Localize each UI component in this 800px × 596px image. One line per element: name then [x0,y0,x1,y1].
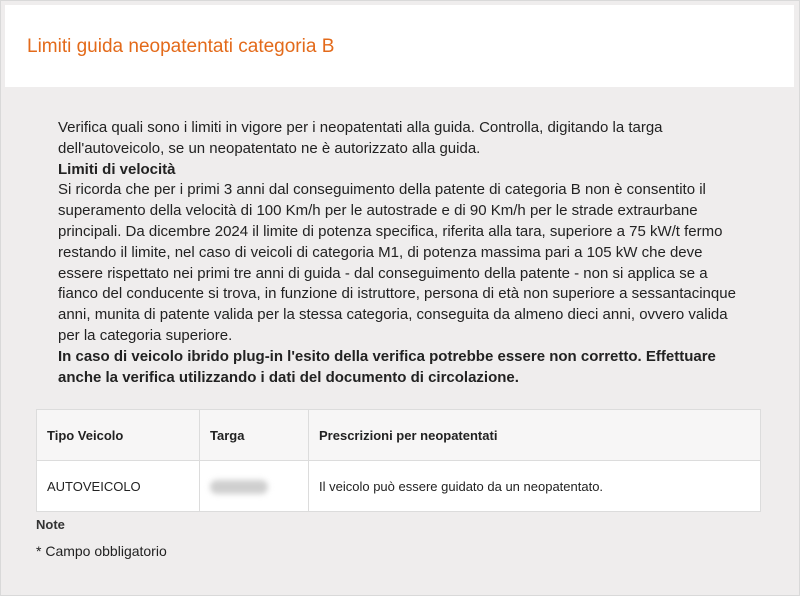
cell-tipo-veicolo: AUTOVEICOLO [37,461,200,512]
table-header-row [37,410,761,461]
results-table [36,409,761,512]
header-panel [5,5,794,87]
header-prescrizioni: Prescrizioni per neopatentati [309,410,761,461]
info-section [58,118,748,388]
table-row [37,461,761,512]
cell-prescrizione: Il veicolo può essere guidato da un neopatentato. [309,461,761,512]
header-tipo-veicolo: Tipo Veicolo [37,410,200,461]
speed-text: Si ricorda che per i primi 3 anni dal conseguimento della patente di categoria B non è consentito il superamento della velocità di 100 Km/h per le autostrade e di 90 Km/h per le strade extraurbane principali. Da dicembre 2024 il limite di potenza specifica, riferita alla tara, superiore a 75 kW/t fermo restando il limite, nel caso di veicoli di categoria M1, di potenza massima pari a 105 kW che deve essere rispettato nei primi tre anni di guida - dal conseguimento della patente - non si applica se a fianco del conducente si trova, in funzione di istruttore, persona di età non superiore a sessantacinque anni, munita di patente valida per la stessa categoria, conseguita da almeno dieci anni, ovvero valida per la categoria superiore. [58,181,736,344]
intro-text: Verifica quali sono i limiti in vigore per i neopatentati alla guida. Controlla, digitando la targa dell'autoveicolo, se un neopatentato ne è autorizzato alla guida. [58,119,663,157]
notes-title: Note [36,517,65,532]
speed-heading: Limiti di velocità [58,160,176,178]
notes-text: * Campo obbligatorio [36,543,167,559]
page-title: Limiti guida neopatentati categoria B [27,35,335,57]
hybrid-warning: In caso di veicolo ibrido plug-in l'esito della verifica potrebbe essere non corretto. Effettuare anche la verifica utilizzando i dati del documento di circolazione. [58,347,716,386]
header-targa: Targa [200,410,309,461]
cell-targa [200,461,309,512]
blurred-plate [210,480,268,494]
